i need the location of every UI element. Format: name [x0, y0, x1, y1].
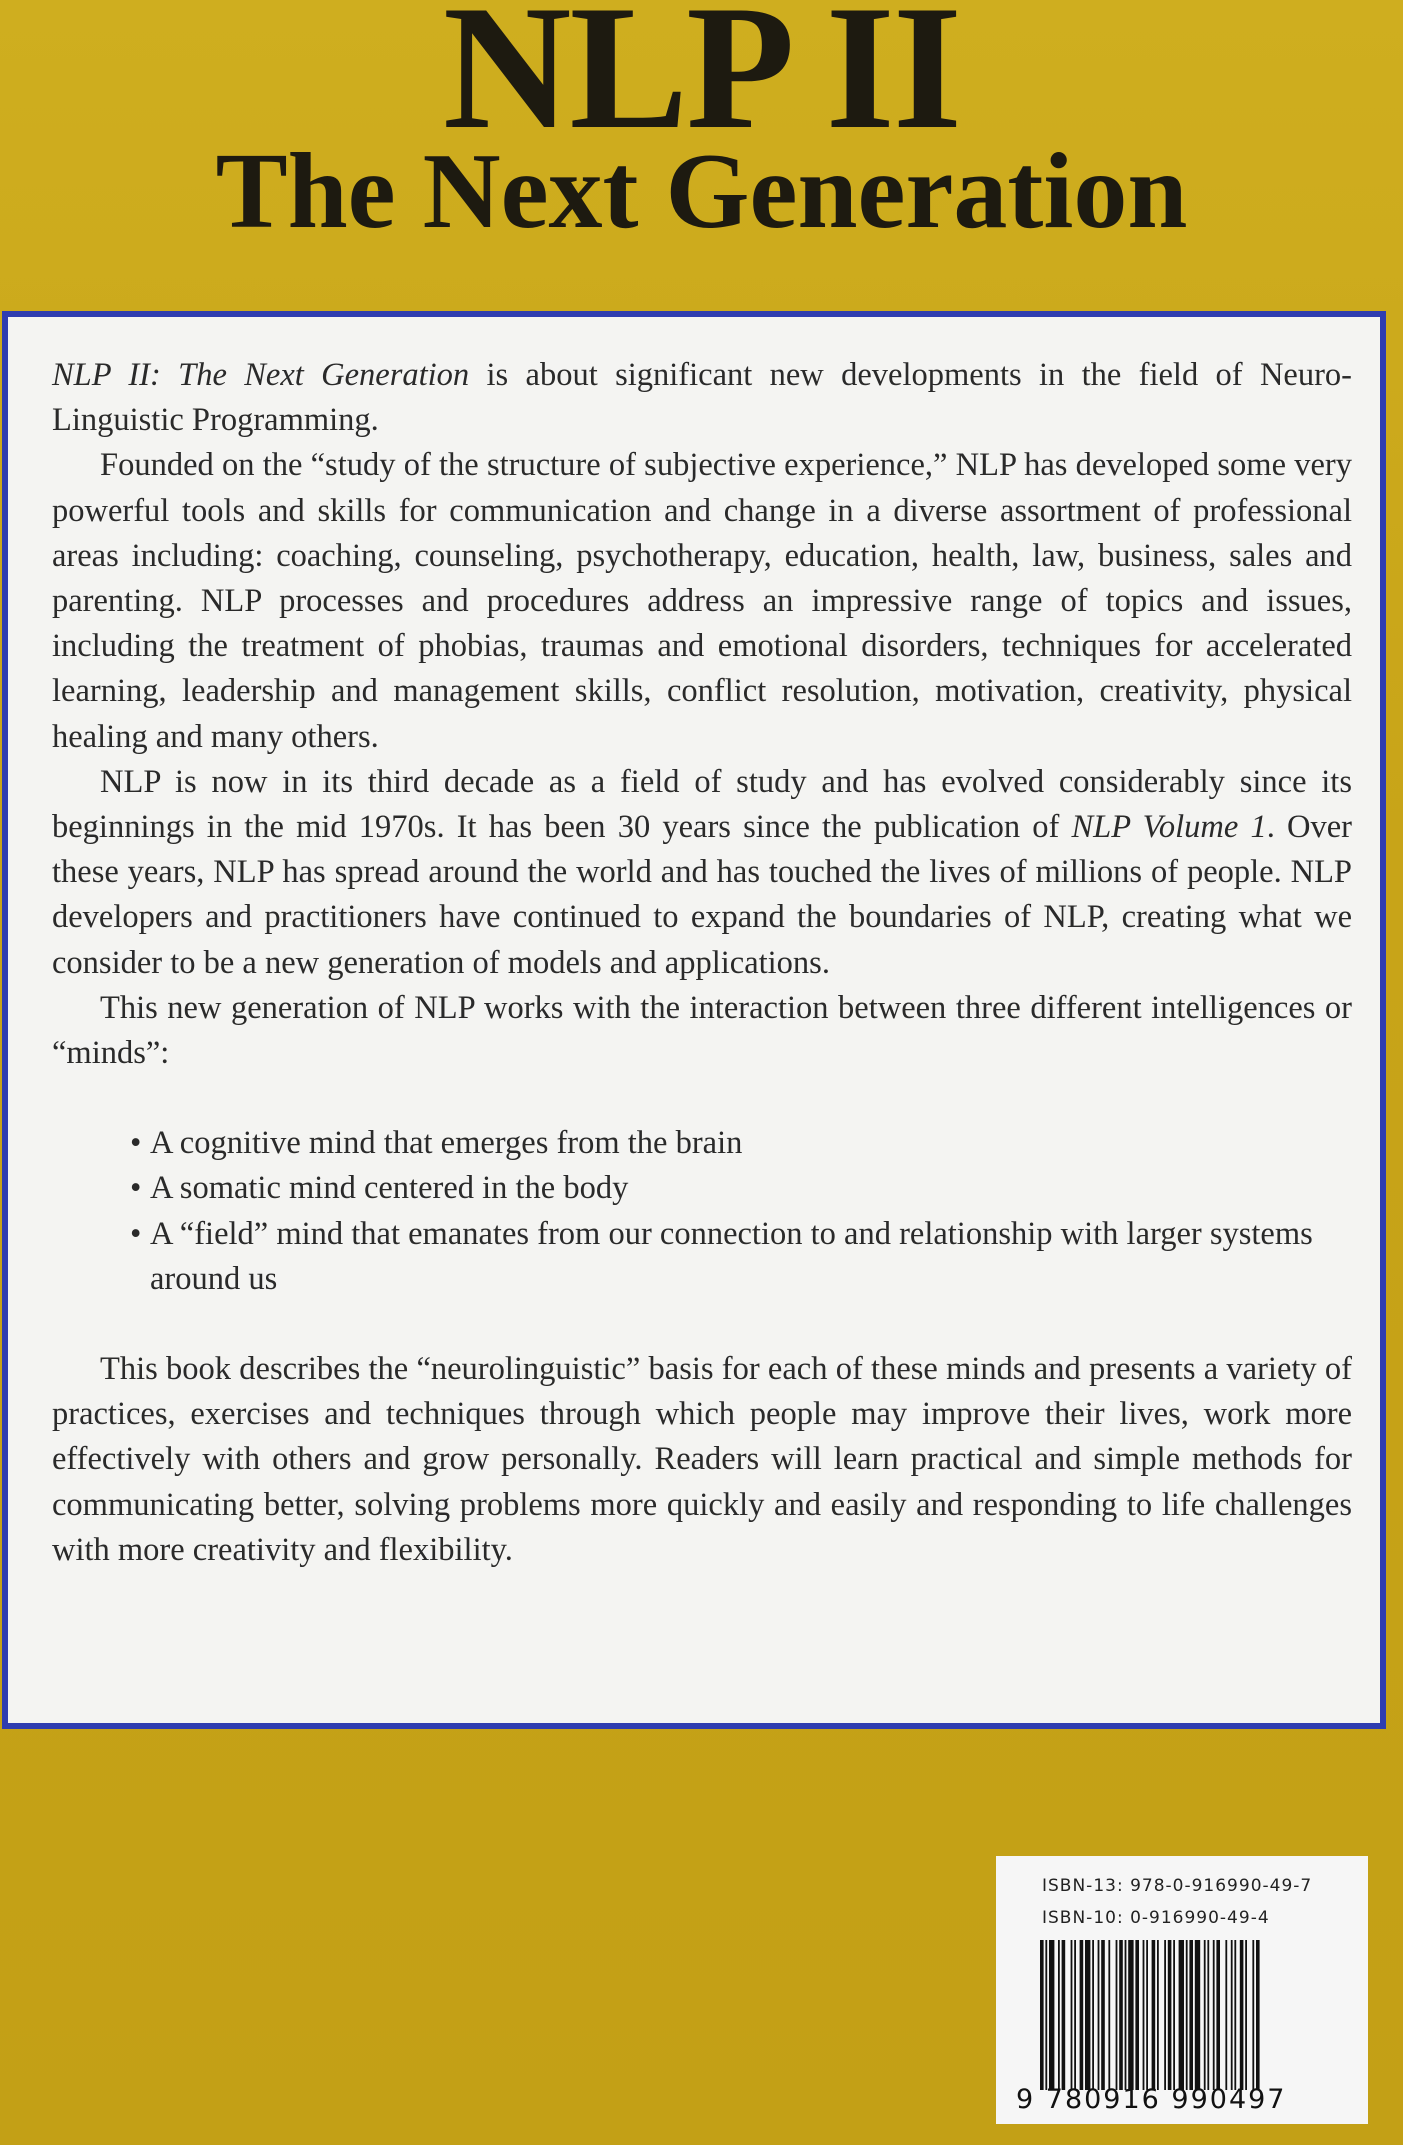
paragraph-third-decade-end: . Over these years, NLP has spread around the world and has touched the lives of millions of people. NLP developers and practitioners have continued to expand the boundaries of NLP, creating what we consider to be a new generation of models and applications. — [52, 809, 1352, 981]
minds-list — [52, 1121, 1352, 1302]
list-item-text: A “field” mind that emanates from our connection to and relationship with larger systems around us — [150, 1215, 1313, 1297]
isbn-10: ISBN-10: 0-916990-49-4 — [1042, 1908, 1270, 1928]
list-item-text: A somatic mind centered in the body — [150, 1170, 629, 1207]
isbn-13: ISBN-13: 978-0-916990-49-7 — [1042, 1876, 1313, 1896]
list-item-text: A cognitive mind that emerges from the brain — [150, 1125, 743, 1162]
paragraph-book-describes: This book describes the “neurolinguistic” basis for each of these minds and presents a variety of practices, exercises and techniques through which people may improve their lives, work more effectively with others and grow personally. Readers will learn practical and simple methods for communicating better, solving problems more quickly and easily and responding to life challenges with more creativity and flexibility. — [52, 1351, 1352, 1568]
description-panel — [2, 311, 1386, 1729]
barcode-digits: 9 780916 990497 — [1016, 2084, 1287, 2115]
list-item — [130, 1166, 1352, 1211]
paragraph-third-decade-start: NLP is now in its third decade as a field of study and has evolved considerably since its beginnings in the mid 1970s. It has been 30 years since the publication of — [52, 763, 1352, 846]
list-item — [130, 1212, 1352, 1302]
book-subtitle: The Next Generation — [215, 132, 1188, 251]
paragraph-third-decade — [52, 760, 1352, 986]
intro-text: is about significant new developments in the field of Neuro-Linguistic Programming. — [52, 357, 1352, 439]
bullet-dot: • — [130, 1215, 142, 1252]
book-title: NLP II — [442, 0, 961, 166]
list-item — [130, 1121, 1352, 1166]
description-text — [52, 353, 1352, 1573]
bullet-dot: • — [130, 1170, 142, 1207]
barcode-label — [996, 1856, 1368, 2124]
paragraph-new-generation: This new generation of NLP works with the interaction between three different intelligences or “minds”: — [52, 989, 1352, 1072]
paragraph-founded: Founded on the “study of the structure of subjective experience,” NLP has developed some very powerful tools and skills for communication and change in a diverse assortment of professional areas including: coaching, counseling, psychotherapy, education, health, law, business, sales and parenting. NLP processes and procedures address an impressive range of topics and issues, including the treatment of phobias, traumas and emotional disorders, techniques for accelerated learning, leadership and management skills, conflict resolution, motivation, creativity, physical healing and many others. — [52, 447, 1352, 755]
intro-paragraph — [52, 353, 1352, 443]
barcode-icon — [1040, 1940, 1338, 2090]
bullet-dot: • — [130, 1125, 142, 1162]
volume-1-title: NLP Volume 1 — [1071, 809, 1267, 846]
intro-book-title: NLP II: The Next Generation — [52, 357, 470, 393]
